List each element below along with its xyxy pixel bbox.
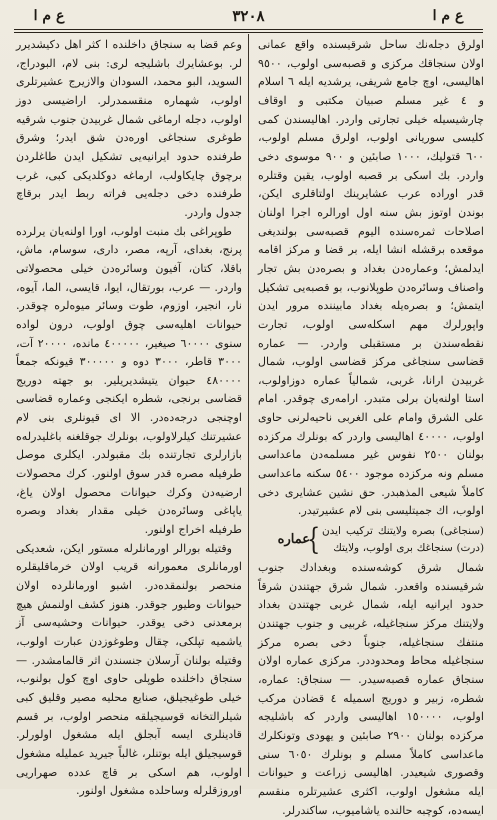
paragraph: طوپراغی بك منبت اولوب، اورا اولنه‌یان یرلرده پرنج، بغدای، آرپه، مصر، داری، سوسام، ماش، باقلا، كتان، آفیون وسائرەدن خیلی محصولاتی واردر. — عرب، بورتقال، ایوا، قایسی، الما، آیوه، نار، انجیر، اوزوم، طوت وسائر میوه‌لرە چوقدر. حیوانات اهلیه‌سی چوق اولوب، درون لواده سنوى ٦٠٠٠٠ صیغیر، ٤٠٠٠٠٠ مانده، ٢٠٠٠٠ آت، ٣٠٠٠ قاطر، ٣٠٠٠ دوه و ٣٠٠٠٠٠ قیونكه جمعاً ٤٨٠٠٠٠ حیوان یتیشدیریلیر. بو جهته دوریج قضاسی برنجی، شطره ایكنجی وعماره قضاسی اوچنجی درجه‌دەدر. الا ای قیونلرى بنى لام عشیرتنك كیلرلاولوب، بونلرك جوقلغنه باغلیدرلەه بازارلرى تجارتنده بك مقبولدر. ایكلرى موصل طرفیله مصره قدر سوق اولنور. كرك محصولات ارضیەدن وكرك حیوانات محصول اولان یاغ، یاپاغی وسائرەدن خیلی مقدار بغداد وبصره طرفیله اخراج اولنور. <box>16 224 242 537</box>
paragraph: شمال شرق كوشەسنده وبغدادك جنوب شرقیسنده واقعدر. شمال شرق جهتندن شرقاً حدود ایرانیە ایلە، شمال غربی جهتندن بغداد ولایتنك مركز سنجاغیلە، غربیى و جنوب جهتندن منتفك سنجاغیلە، جنوباً دخى بصره مركز سنجاغیلە محاط ومحدوددر. مركزى عماره اولان سنجاق عماره قصبەسیدر. — سنجاق: عماره، شطره، زبیر و دوریج اسمیلە ٤ قضادن مركب اولوب، ١٥٠٠٠٠ اهالیسی واردر كه باشلیجه مركزده بولنان ٢٩٠٠ صابئین و یهودى وتونكلرك ماعداسى كاملاً مسلم و بونلرك ٦٠٥٠ سنی وقصوری شیعیدر. اهالیسی زراعت و حیوانات ایله مشغول اولوب، اكثرى عشیرتلره منقسم ایسەده، كوچبه حالنده یاشامیوب، ساكندرلر. <box>258 561 484 817</box>
right-text-column <box>258 36 485 817</box>
page-header <box>14 4 483 28</box>
running-head-left: ع م ا <box>33 8 65 24</box>
paragraph: اولرق دجلەنك ساحل شرقیسندە واقع عمانى اولان سنجاقك مركزى و قصبەسى اولوب، ٩٥٠٠ اهالیسی، اوچ جامع شریفی، یرشدیه ایلە ٦ اسلام و ٤ غیر مسلم صبیان مكتبی و اوقاف چارشیسیلە خیلی تجارتى واردر. اهالیسندن كمی كلیسی سوریانى اولوب، اولرق مسلم اولوب، ٦٠٠ قتولیك، ١٠٠٠ صابئین و ٩٠٠ موسوی دخى واردر. بك اسكى بر قصبە اولوب، یقین وقتلرە قدر اوراده عرب عشایرینك اولتاقلرى ایكن، بوندن اوتوز بش سنە اول اورالره اجرا اولنان اصلاحات ثمرەسنده الیوم قصبەسی بولندیغی موقعدە برقشلە انشا ایلە، بر قضا و مركز اقامە ایدلمش؛ وعمارەدن بغداد و بصرەدن بش تجار واصناف وسائرەدن طوپلانوب، بو قصبەیی تشكیل ایتمش؛ و بصرەیلە بغداد مابیننده مرور ایدن واپورلرك مهم اسكلەسى اولوب، تجارت نقطه‌سندن بر مستقبلی واردر. — عمارە قضاسی سنجاغی مركز قضاسی اولوب، شمال غربیدن ارانا، غربی، شمالیاً عماره دوزاولوب، استا اولنه‌یان برلى متبدر. ارامه‌رى چوقدر. امام على الشرق وامام على الغربى ناحیەلرنى حاوى اولوب، ٤٠٠٠٠ اهالیسی واردر که بونلرك مركزده بولنان ٢٥٠٠ نفوس غیر مسلمەدن ماعداسی مسلم ونه مركزده موجود ٥٤٠٠ سكنه ماعداسی كاملاً شیعى المذهبدر. حق نشين عشايرى دخى اولوب، اك جمیتلیسی بنی لام عشیرتیدر. <box>258 38 485 518</box>
left-text-column <box>16 36 242 798</box>
column-divider <box>248 34 249 777</box>
paragraph: وعم‌ قضا بە سنجاق داخلنده ا كثر اهل دكیشدیرر لر. بوعشایرك باشلیجه لرى: بنى لام، البودراج، السوید، البو محمد، السودان والازیرج عشیرتلرى اولوب، شهمارە منقسمدرلر. اراضیسی دوز اولوب، دجله ارماغى شمال غربیدن جنوب شرقیە طوغرى سنجاغى اورەدن شق ایدر؛ وشرق طرفنده حدود ایرانیە‌یی تشكیل ایدن طاغلردن برچوق چایكاولب، ارماغە دوكلدیكى كبی، غرب طرفنده دخى دجلەیی فراته ربط ایدر برقاچ جدول واردر. <box>16 38 242 219</box>
entry-brace: } <box>306 522 321 558</box>
dictionary-entry <box>258 523 484 557</box>
entry-headword: عماره <box>277 531 310 547</box>
entry-definition-start: (سنجاغى) بصره ولایتنك تركیب ایدن (درت) سنجاغك برى اولوب، ولایتك <box>322 525 484 555</box>
header-rule-thin <box>14 32 483 33</box>
header-rule <box>14 29 483 30</box>
paragraph: وقتیله بورالر اورمانلرله مستور ایكن، شعدیكی اورمانلرى معمورانه قریب اولان خرماقلیقلره منحصر بولنمقدەدر. اشبو اورمانلرده اولان حیوانات وطیور جوقدر. هنوز كشف اولنمش هیچ برمعدنی دخى یوقدر. حیوانات وحشیه‌سی آز یاشمیه تپلكی، چقال وطوغوزدن عبارت اولوب، وقتیله بولنان آرسلان جنسندن اثر قالمامشدر. — سنجاق داخلنده طوپلى حاوى اوچ كول بولنوب، خیلی طوغیجیلق، صنایع محلیه مصیر وقلیق كبی شیلرالتخانه قوسیجیلقه منحصر اولوب، بر قسم قادینلرى ایسه آبجلق ایله مشغول اولورلر. قوسیجیلق ایله بوتنلر، غالباً جیرید عملیله مشغول اولوب، هم اسكى بر قاچ عدده صهراریى اوروزقلرله وساحلده مشغول اولنور. <box>16 541 242 798</box>
running-head-right: ع م ا <box>432 8 464 24</box>
page-number: ٣٢٠٨ <box>232 7 265 25</box>
